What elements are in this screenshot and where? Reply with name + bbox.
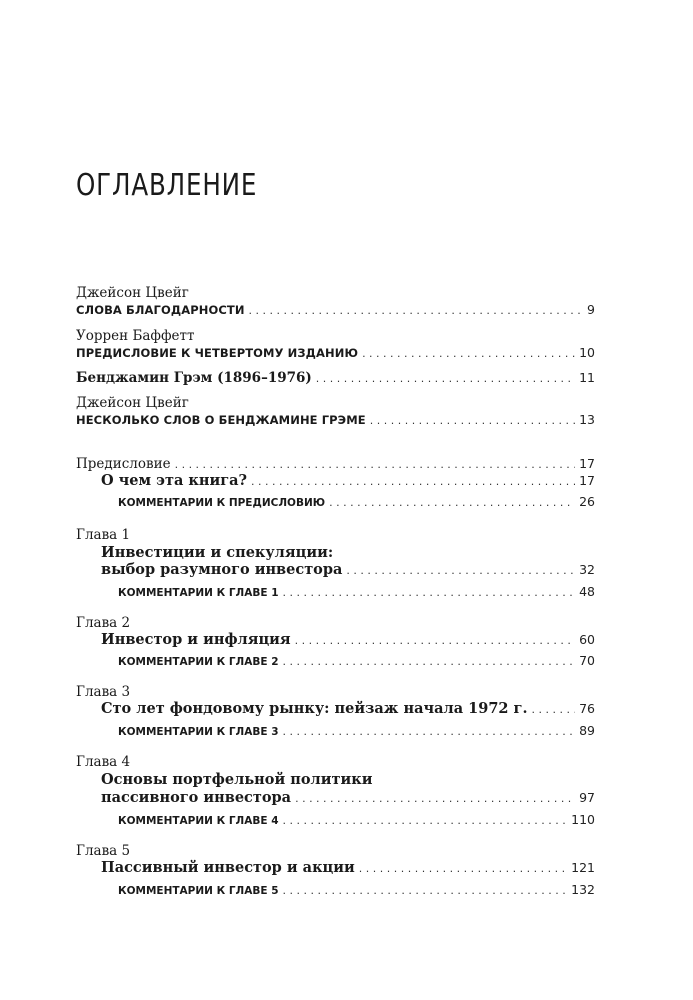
- toc-page-number: 17: [579, 456, 595, 471]
- toc-entry-title: КОММЕНТАРИИ К ГЛАВЕ 4: [118, 815, 279, 827]
- toc-page-number: 60: [579, 632, 595, 647]
- toc-author: Джейсон Цвейг: [76, 395, 189, 411]
- toc-entry-title: пассивного инвестора: [101, 789, 292, 806]
- toc-leader-dots: [359, 859, 567, 879]
- toc-entry-title: выбор разумного инвестора: [101, 561, 343, 578]
- toc-entry-chapter-3[interactable]: [101, 699, 595, 720]
- toc-entry-title: СЛОВА БЛАГОДАРНОСТИ: [76, 303, 245, 317]
- toc-entry-benjamin-graham[interactable]: [76, 368, 595, 389]
- toc-entry-foreword-4th-edition[interactable]: [76, 343, 595, 364]
- toc-page-number: 9: [587, 302, 595, 317]
- toc-entry-chapter-5-commentary[interactable]: [118, 880, 595, 901]
- toc-leader-dots: [283, 722, 576, 742]
- toc-page-number: 10: [579, 345, 595, 360]
- toc-entry-chapter-2-commentary[interactable]: [118, 651, 595, 672]
- toc-page-number: 26: [579, 494, 595, 509]
- toc-author: Джейсон Цвейг: [76, 285, 189, 301]
- toc-leader-dots: [362, 344, 575, 364]
- chapter-label: Глава 1: [76, 527, 131, 543]
- toc-leader-dots: [283, 881, 568, 901]
- chapter-title-line: Основы портфельной политики: [101, 771, 373, 788]
- toc-entry-title: КОММЕНТАРИИ К ГЛАВЕ 2: [118, 656, 279, 668]
- toc-author: Уоррен Баффетт: [76, 328, 195, 344]
- chapter-label: Глава 3: [76, 684, 131, 700]
- toc-leader-dots: [283, 583, 576, 603]
- toc-entry-title: Пассивный инвестор и акции: [101, 859, 355, 876]
- toc-entry-about-graham[interactable]: [76, 410, 595, 431]
- toc-entry-title: ПРЕДИСЛОВИЕ К ЧЕТВЕРТОМУ ИЗДАНИЮ: [76, 346, 359, 360]
- toc-leader-dots: [283, 811, 568, 831]
- chapter-title-line: Инвестиции и спекуляции:: [101, 544, 334, 561]
- toc-entry-title: Бенджамин Грэм (1896–1976): [76, 370, 312, 386]
- toc-entry-chapter-3-commentary[interactable]: [118, 721, 595, 742]
- toc-entry-chapter-1[interactable]: [101, 560, 595, 581]
- toc-leader-dots: [295, 789, 575, 809]
- toc-page-number: 132: [571, 882, 595, 897]
- toc-entry-chapter-4[interactable]: [101, 788, 595, 809]
- toc-entry-preface-commentary[interactable]: [118, 492, 595, 513]
- toc-entry-what-is-book-about[interactable]: [101, 471, 595, 492]
- toc-page-number: 97: [579, 790, 595, 805]
- toc-page-number: 32: [579, 562, 595, 577]
- toc-entry-title: КОММЕНТАРИИ К ГЛАВЕ 3: [118, 726, 279, 738]
- chapter-label: Глава 5: [76, 843, 131, 859]
- toc-leader-dots: [316, 369, 575, 389]
- toc-leader-dots: [532, 700, 576, 720]
- toc-page-number: 121: [571, 860, 595, 875]
- toc-entry-title: НЕСКОЛЬКО СЛОВ О БЕНДЖАМИНЕ ГРЭМЕ: [76, 413, 366, 427]
- toc-entry-title: КОММЕНТАРИИ К ГЛАВЕ 1: [118, 587, 279, 599]
- chapter-label: Глава 2: [76, 615, 131, 631]
- toc-entry-title: Предисловие: [76, 456, 171, 472]
- toc-entry-chapter-2[interactable]: [101, 630, 595, 651]
- chapter-label: Глава 4: [76, 754, 131, 770]
- toc-entry-acknowledgements[interactable]: [76, 300, 595, 321]
- toc-page-number: 70: [579, 653, 595, 668]
- toc-leader-dots: [251, 472, 575, 492]
- toc-leader-dots: [370, 411, 575, 431]
- toc-leader-dots: [329, 493, 575, 513]
- toc-leader-dots: [283, 652, 576, 672]
- toc-page-number: 76: [579, 701, 595, 716]
- toc-entry-title: О чем эта книга?: [101, 472, 248, 489]
- toc-entry-title: Сто лет фондовому рынку: пейзаж начала 1972 г.: [101, 700, 528, 717]
- toc-entry-title: КОММЕНТАРИИ К ПРЕДИСЛОВИЮ: [118, 497, 326, 509]
- toc-entry-title: КОММЕНТАРИИ К ГЛАВЕ 5: [118, 885, 279, 897]
- toc-entry-chapter-4-commentary[interactable]: [118, 810, 595, 831]
- toc-entry-chapter-1-commentary[interactable]: [118, 582, 595, 603]
- toc-leader-dots: [295, 631, 575, 651]
- toc-leader-dots: [346, 561, 575, 581]
- page-title: ОГЛАВЛЕНИЕ: [76, 168, 258, 203]
- toc-entry-title: Инвестор и инфляция: [101, 631, 291, 648]
- toc-page-number: 13: [579, 412, 595, 427]
- toc-page-number: 110: [571, 812, 595, 827]
- toc-page-number: 48: [579, 584, 595, 599]
- toc-page-number: 89: [579, 723, 595, 738]
- toc-page-number: 17: [579, 473, 595, 488]
- toc-leader-dots: [249, 301, 584, 321]
- toc-page-number: 11: [579, 370, 595, 385]
- toc-entry-chapter-5[interactable]: [101, 858, 595, 879]
